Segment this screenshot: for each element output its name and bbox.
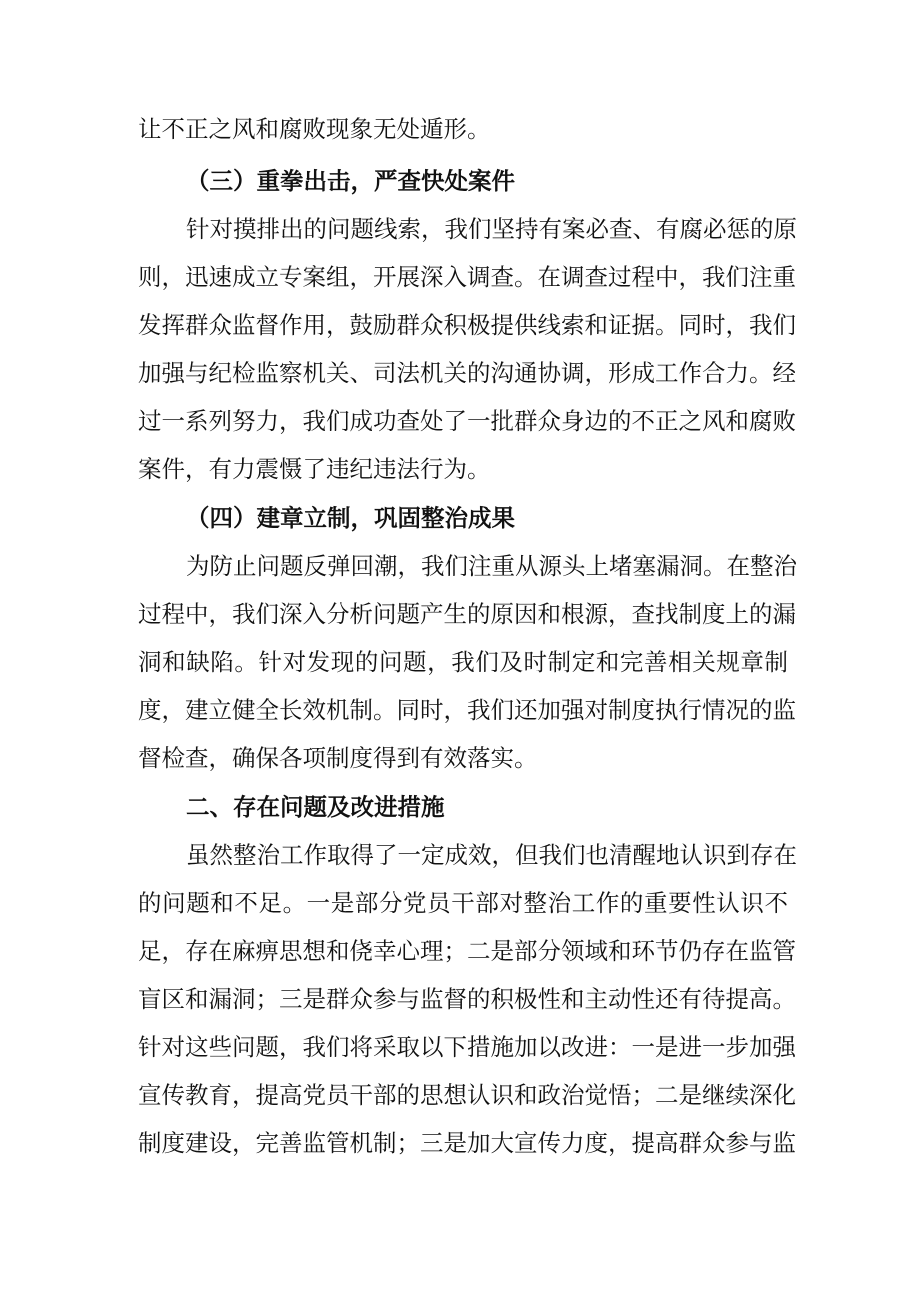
paragraph-line: 针对摸排出的问题线索，我们坚持有案必查、有腐必惩的原 xyxy=(186,215,797,243)
paragraph-line: 洞和缺陷。针对发现的问题，我们及时制定和完善相关规章制 xyxy=(138,648,788,676)
paragraph-line: 足，存在麻痹思想和侥幸心理；二是部分领域和环节仍存在监管 xyxy=(138,937,796,965)
paragraph-line: 发挥群众监督作用，鼓励群众积极提供线索和证据。同时，我们 xyxy=(138,311,796,339)
paragraph-line: 虽然整治工作取得了一定成效，但我们也清醒地认识到存在 xyxy=(186,841,797,869)
paragraph-line: 案件，有力震慑了违纪违法行为。 xyxy=(138,455,491,483)
paragraph-line: 的问题和不足。一是部分党员干部对整治工作的重要性认识不 xyxy=(138,889,788,917)
paragraph-line: 过一系列努力，我们成功查处了一批群众身边的不正之风和腐败 xyxy=(138,407,796,435)
paragraph-line: 宣传教育，提高党员干部的思想认识和政治觉悟；二是继续深化 xyxy=(138,1081,796,1109)
section-heading-2: 二、存在问题及改进措施 xyxy=(186,793,445,821)
paragraph-line: 制度建设，完善监管机制；三是加大宣传力度，提高群众参与监 xyxy=(138,1129,796,1157)
section-heading-3: （三）重拳出击，严查快处案件 xyxy=(186,167,515,195)
paragraph-line: 针对这些问题，我们将采取以下措施加以改进：一是进一步加强 xyxy=(138,1033,796,1061)
paragraph-line: 盲区和漏洞；三是群众参与监督的积极性和主动性还有待提高。 xyxy=(138,985,796,1013)
paragraph-line: 过程中，我们深入分析问题产生的原因和根源，查找制度上的漏 xyxy=(138,600,796,628)
paragraph-line: 让不正之风和腐败现象无处遁形。 xyxy=(138,115,491,143)
paragraph-line: 为防止问题反弹回潮，我们注重从源头上堵塞漏洞。在整治 xyxy=(186,552,797,580)
paragraph-line: 加强与纪检监察机关、司法机关的沟通协调，形成工作合力。经 xyxy=(138,359,796,387)
paragraph-line: 督检查，确保各项制度得到有效落实。 xyxy=(138,744,538,772)
paragraph-line: 度，建立健全长效机制。同时，我们还加强对制度执行情况的监 xyxy=(138,696,796,724)
section-heading-4: （四）建章立制，巩固整治成果 xyxy=(186,504,515,532)
paragraph-line: 则，迅速成立专案组，开展深入调查。在调查过程中，我们注重 xyxy=(138,263,796,291)
